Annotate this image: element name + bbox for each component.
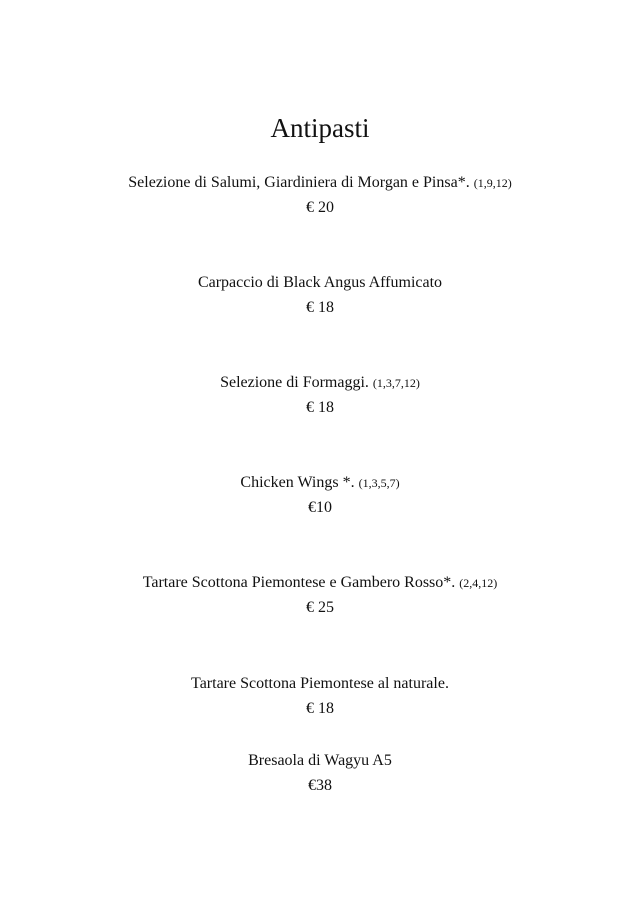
item-price: € 25 [306,599,334,616]
section-title: Antipasti [270,113,370,143]
item-name: Selezione di Salumi, Giardiniera di Morgan e Pinsa*. [128,174,470,191]
item-price: € 18 [306,399,334,416]
item-name-line [0,572,640,594]
item-name: Carpaccio di Black Angus Affumicato [197,274,443,291]
item-name-line [0,172,640,194]
item-allergens: (2,4,12) [459,576,498,590]
item-name: Chicken Wings *. [240,474,355,491]
menu-item [0,172,640,219]
menu-item [0,472,640,519]
item-name-line [0,272,640,294]
item-allergens: (1,3,5,7) [358,476,400,490]
menu-item [0,673,640,720]
menu-item [0,272,640,319]
menu-item [0,572,640,619]
item-name: Tartare Scottona Piemontese e Gambero Rosso*. [142,574,456,591]
item-price: € 20 [306,199,334,216]
item-price: €10 [308,499,332,516]
item-price: € 18 [306,299,334,316]
item-price: €38 [308,777,332,794]
item-price: € 18 [306,700,334,717]
item-allergens: (1,3,7,12) [372,376,420,390]
item-name: Bresaola di Wagyu A5 [248,752,392,769]
item-name-line [0,673,640,695]
item-name-line [0,472,640,494]
menu-item [0,372,640,419]
item-name: Selezione di Formaggi. [220,374,369,391]
menu-item [0,750,640,797]
item-name-line [0,750,640,772]
item-name-line [0,372,640,394]
item-allergens: (1,9,12) [473,176,512,190]
item-name: Tartare Scottona Piemontese al naturale. [191,675,449,692]
